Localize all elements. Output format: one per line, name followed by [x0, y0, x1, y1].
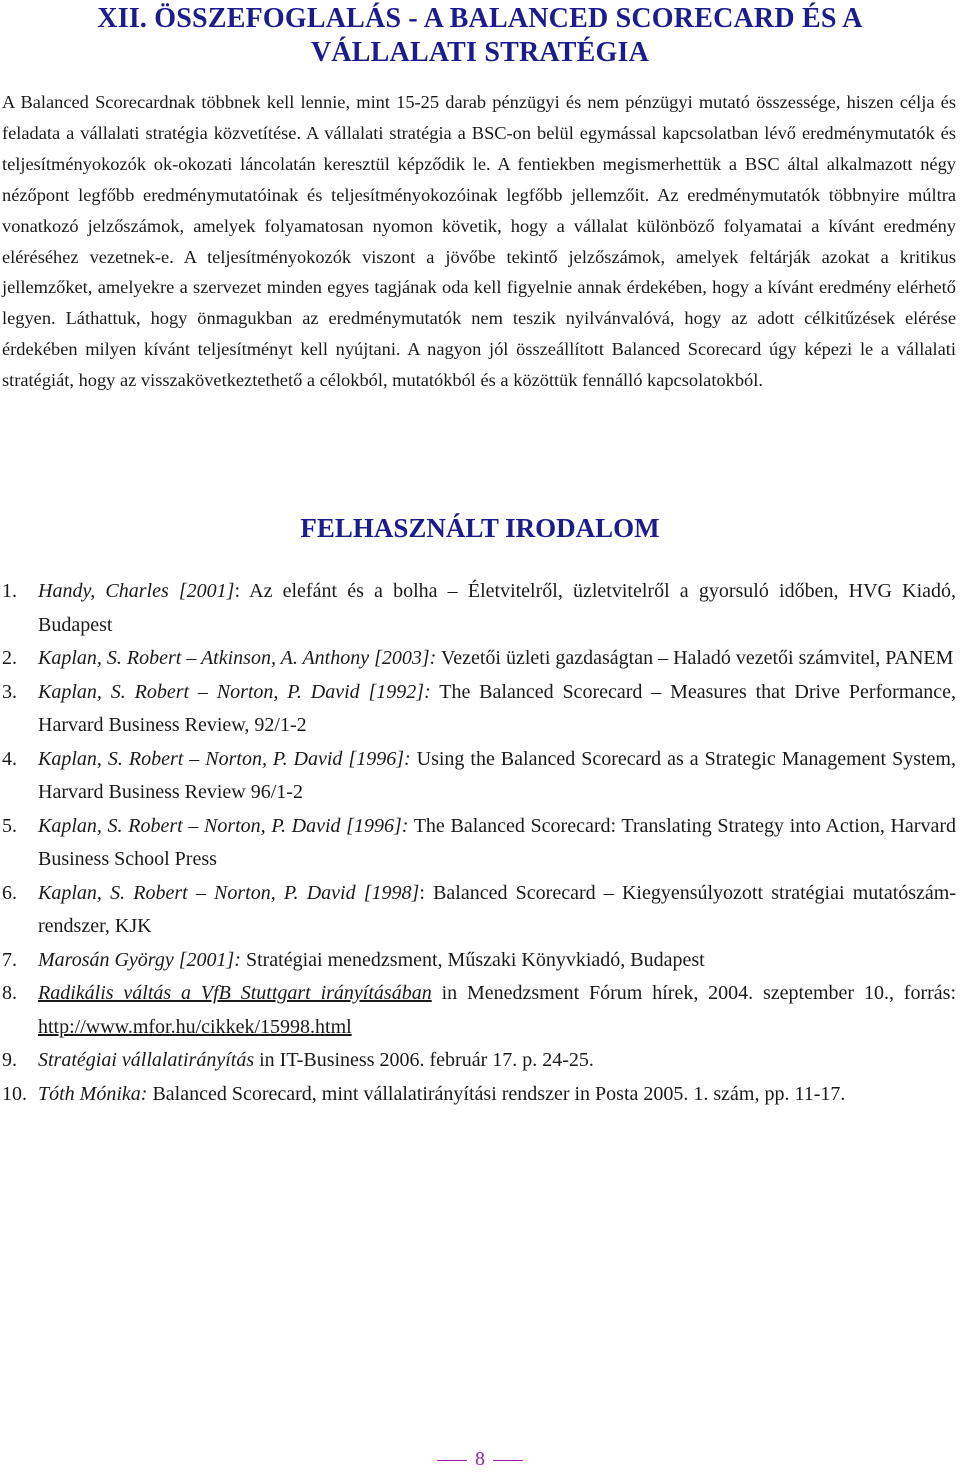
chapter-title — [0, 2, 960, 70]
chapter-title-line2: VÁLLALATI STRATÉGIA — [310, 37, 650, 68]
reference-number: 2. — [2, 647, 17, 669]
reference-authors: Tóth Mónika: — [38, 1082, 148, 1105]
reference-authors: Marosán György [2001]: — [38, 948, 241, 971]
chapter-title-line1: XII. ÖSSZEFOGLALÁS - A BALANCED SCORECARD ÉS A — [97, 3, 863, 34]
reference-item — [2, 676, 956, 743]
references-list — [2, 575, 956, 1111]
reference-title: Radikális váltás a VfB Stuttgart irányításában — [38, 982, 432, 1004]
reference-details: Az elefánt és a bolha – Életvitelről, üzletvitelről a gyorsuló időben, HVG Kiadó, Budapest — [38, 580, 957, 636]
reference-url-link[interactable]: http://www.mfor.hu/cikkek/15998.html — [38, 1015, 352, 1038]
reference-separator — [431, 681, 440, 703]
reference-separator: : — [419, 881, 434, 904]
reference-number: 10. — [2, 1082, 27, 1105]
reference-number: 1. — [2, 580, 17, 602]
reference-number: 7. — [2, 948, 17, 971]
reference-item — [2, 944, 956, 978]
reference-details: Using the Balanced Scorecard as a Strategic Management System, Harvard Business Review 96/1-2 — [38, 747, 956, 803]
reference-separator: : — [234, 580, 250, 602]
reference-authors: Kaplan, S. Robert – Norton, P. David [1996]: — [38, 814, 409, 837]
reference-details: The Balanced Scorecard: Translating Strategy into Action, Harvard Business School Press — [38, 814, 957, 870]
reference-number: 9. — [2, 1049, 17, 1071]
reference-number: 4. — [2, 747, 17, 770]
footer-rule-left — [437, 1460, 467, 1461]
reference-details: The Balanced Scorecard – Measures that Drive Performance, Harvard Business Review, 92/1-2 — [38, 680, 956, 736]
reference-number: 5. — [2, 814, 17, 837]
reference-title: Stratégiai vállalatirányítás — [38, 1049, 255, 1071]
footer-rule-right — [493, 1460, 523, 1461]
reference-details: Vezetői üzleti gazdaságtan – Haladó vezetői számvitel, PANEM — [440, 647, 954, 669]
references-heading: FELHASZNÁLT IRODALOM — [300, 513, 660, 543]
reference-item — [2, 877, 956, 944]
reference-item — [2, 977, 956, 1044]
reference-authors: Handy, Charles [2001] — [38, 580, 235, 602]
reference-number: 8. — [2, 982, 17, 1004]
reference-authors: Kaplan, S. Robert – Norton, P. David [1996]: — [38, 747, 411, 770]
reference-item — [2, 743, 956, 810]
reference-details: Balanced Scorecard, mint vállalatirányítási rendszer in Posta 2005. 1. szám, pp. 11-17. — [152, 1082, 846, 1105]
reference-item — [2, 642, 956, 676]
reference-item — [2, 1044, 956, 1078]
reference-details: Stratégiai menedzsment, Műszaki Könyvkiadó, Budapest — [245, 948, 705, 971]
page-number: 8 — [475, 1448, 485, 1470]
reference-number: 3. — [2, 680, 17, 703]
reference-item — [2, 1078, 956, 1112]
reference-item — [2, 810, 956, 877]
page-footer — [0, 1447, 960, 1471]
reference-authors: Kaplan, S. Robert – Atkinson, A. Anthony [2003]: — [38, 647, 437, 669]
reference-details: in IT-Business 2006. február 17. p. 24-25. — [254, 1049, 594, 1071]
reference-authors: Kaplan, S. Robert – Norton, P. David [1998] — [38, 881, 420, 904]
reference-authors: Kaplan, S. Robert – Norton, P. David [1992]: — [38, 680, 431, 703]
reference-details: in Menedzsment Fórum hírek, 2004. szeptember 10., forrás: — [431, 982, 956, 1004]
summary-paragraph: A Balanced Scorecardnak többnek kell lennie, mint 15-25 darab pénzügyi és nem pénzügyi mutató összessége, hiszen célja és feladata a vállalati stratégia közvetítése. A vállalati stratégia a BSC-on belül egymással kapcsolatban lévő eredménymutatók és teljesítményokozók ok-okozati láncolatán keresztül képződik le. A fentiekben megismerhettük a BSC által alkalmazott négy nézőpont legfőbb eredménymutatóinak és teljesítményokozóinak legfőbb jellemzőit. Az eredménymutatók többnyire múltra vonatkozó jelzőszámok, amelyek folyamatosan nyomon követik, hogy a vállalat különböző folyamatai a kívánt eredmény eléréséhez vezetnek-e. A teljesítményokozók viszont a jövőbe tekintő jelzőszámok, amelyek feltárják azokat a kritikus jellemzőket, amelyekre a szervezet minden egyes tagjának oda kell figyelnie annak érdekében, hogy a kívánt eredmény elérhető legyen. Láthattuk, hogy önmagukban az eredménymutatók nem teszik nyilvánvalóvá, hogy az adott célkitűzések elérése érdekében milyen kívánt teljesítményt kell nyújtani. A nagyon jól összeállított Balanced Scorecard úgy képezi le a vállalati stratégiát, hogy az visszakövetkeztethető a célokból, mutatókból és a közöttük fennálló kapcsolatokból. — [2, 92, 956, 391]
reference-item — [2, 575, 956, 642]
reference-details: Balanced Scorecard – Kiegyensúlyozott stratégiai mutatószám-rendszer, KJK — [38, 881, 957, 937]
reference-number: 6. — [2, 881, 17, 904]
